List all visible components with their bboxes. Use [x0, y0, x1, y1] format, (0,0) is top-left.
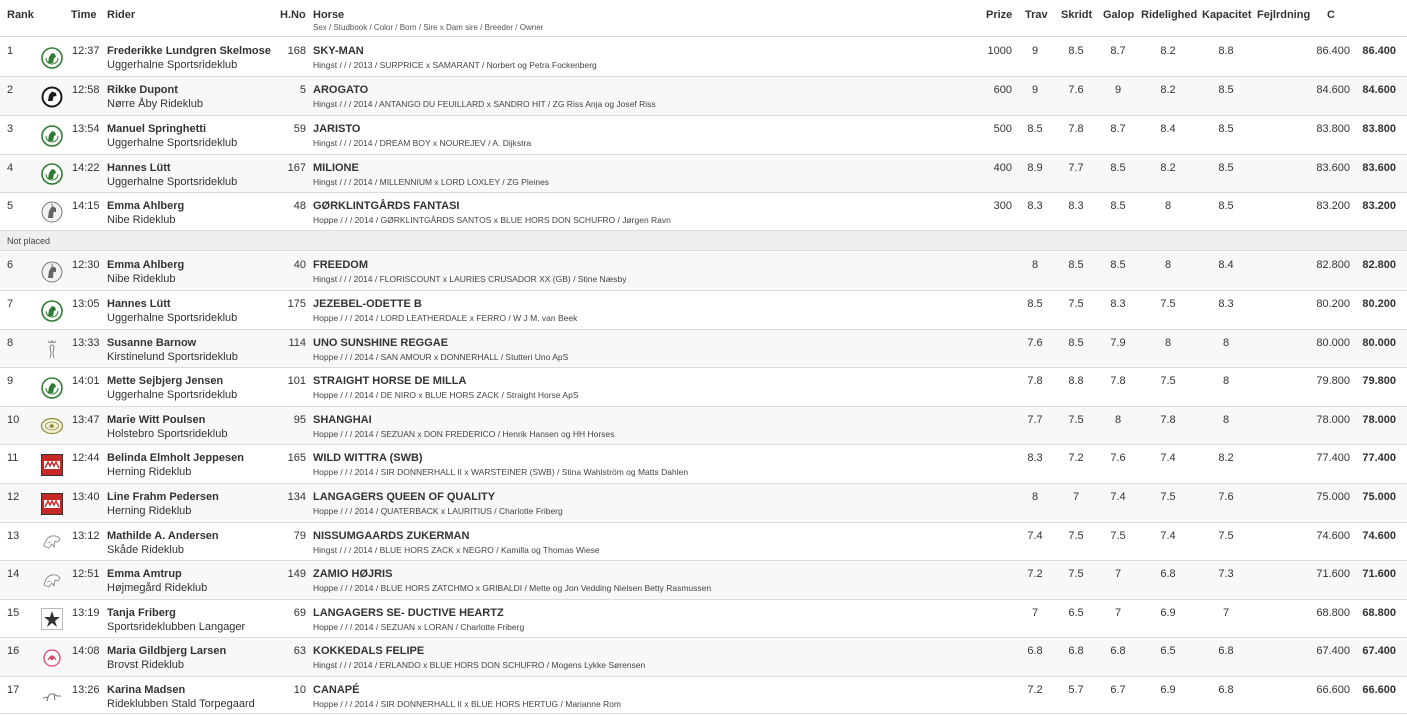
skridt-cell: 7.5 [1068, 530, 1084, 542]
ridelighed-cell: 7.5 [1160, 375, 1176, 387]
rank-cell: 10 [7, 414, 20, 426]
galop-cell: 8 [1114, 414, 1122, 426]
club-name[interactable]: Sportsrideklubben Langager [107, 621, 246, 633]
rank-cell: 12 [7, 491, 20, 503]
skridt-cell: 7.2 [1068, 452, 1084, 464]
rider-name[interactable]: Emma Ahlberg [107, 259, 185, 271]
trav-cell: 7.2 [1027, 568, 1043, 580]
kapacitet-cell: 8.5 [1218, 162, 1234, 174]
hno-cell: 134 [287, 491, 306, 503]
kapacitet-cell: 6.8 [1218, 645, 1234, 657]
score-cell: 80.200 [1316, 298, 1350, 310]
c-cell: 83.800 [1362, 123, 1396, 135]
galop-cell: 8.5 [1110, 259, 1126, 271]
header-c[interactable]: C [1327, 9, 1335, 21]
table-row[interactable] [0, 638, 1407, 677]
line-horse-icon [40, 684, 64, 708]
horse-name[interactable]: STRAIGHT HORSE DE MILLA [313, 375, 467, 387]
hno-cell: 114 [288, 337, 306, 349]
galop-cell: 7.8 [1110, 375, 1126, 387]
horse-name[interactable]: JEZEBEL-ODETTE B [313, 298, 422, 310]
horse-name[interactable]: LANGAGERS QUEEN OF QUALITY [313, 491, 496, 503]
crown-icon [40, 337, 64, 361]
header-hno[interactable]: H.No [280, 9, 306, 21]
horse-name[interactable]: NISSUMGAARDS ZUKERMAN [313, 530, 470, 542]
horse-info: Hoppe / / / 2014 / LORD LEATHERDALE x FERRO / W J M. van Beek [313, 313, 578, 323]
trav-cell: 8.5 [1027, 123, 1043, 135]
club-name[interactable]: Holstebro Sportsrideklub [107, 428, 228, 440]
horse-name[interactable]: SHANGHAI [313, 414, 372, 426]
horse-name[interactable]: SKY-MAN [313, 45, 364, 57]
c-cell: 86.400 [1362, 45, 1396, 57]
hno-cell: 59 [293, 123, 306, 135]
table-row[interactable] [0, 407, 1407, 445]
rank-cell: 14 [7, 568, 20, 580]
kapacitet-cell: 8 [1222, 337, 1230, 349]
skridt-cell: 8.5 [1068, 259, 1084, 271]
rider-name[interactable]: Manuel Springhetti [107, 123, 206, 135]
rank-cell: 1 [7, 45, 14, 57]
horse-info: Hingst / / / 2014 / ANTANGO DU FEUILLARD x SANDRO HIT / ZG Riss Anja og Josef Riss [313, 99, 656, 109]
horse-name[interactable]: MILIONE [313, 162, 359, 174]
score-cell: 67.400 [1316, 645, 1350, 657]
horse-name[interactable]: WILD WITTRA (SWB) [313, 452, 423, 464]
kapacitet-cell: 8.5 [1218, 200, 1234, 212]
table-row[interactable] [0, 330, 1407, 368]
time-cell: 12:44 [72, 452, 100, 464]
hno-cell: 63 [293, 645, 306, 657]
grey-horse-icon [40, 260, 64, 284]
table-row[interactable] [0, 677, 1407, 714]
galop-cell: 7.4 [1110, 491, 1126, 503]
trav-cell: 7.7 [1027, 414, 1043, 426]
skridt-cell: 8.3 [1068, 200, 1084, 212]
horse-info: Hoppe / / / 2014 / SIR DONNERHALL II x BLUE HORS HERTUG / Marianne Rom [313, 699, 621, 709]
score-cell: 75.000 [1316, 491, 1350, 503]
table-row[interactable] [0, 77, 1407, 116]
header-prize[interactable]: Prize [986, 9, 1013, 21]
c-cell: 68.800 [1362, 607, 1396, 619]
c-cell: 84.600 [1362, 84, 1396, 96]
hno-cell: 95 [293, 414, 306, 426]
rider-name[interactable]: Hannes Lütt [107, 298, 171, 310]
rider-name[interactable]: Susanne Barnow [107, 337, 197, 349]
skridt-cell: 7.5 [1068, 298, 1084, 310]
prize-cell: 600 [993, 84, 1012, 96]
pink-icon [40, 646, 64, 670]
horse-info: Hingst / / / 2014 / DREAM BOY x NOUREJEV / A. Dijkstra [313, 138, 532, 148]
not-placed-section [0, 231, 1407, 251]
club-name[interactable]: Herning Rideklub [107, 505, 192, 517]
horse-name[interactable]: CANAPÉ [313, 684, 360, 696]
horse-name[interactable]: JARISTO [313, 123, 361, 135]
score-cell: 66.600 [1316, 684, 1350, 696]
rank-cell: 16 [7, 645, 20, 657]
hno-cell: 5 [299, 84, 306, 96]
header-galop[interactable]: Galop [1103, 9, 1135, 21]
horse-name[interactable]: LANGAGERS SE- DUCTIVE HEARTZ [313, 607, 504, 619]
skridt-cell: 8.8 [1068, 375, 1084, 387]
ridelighed-cell: 7.5 [1160, 298, 1176, 310]
score-cell: 83.800 [1316, 123, 1350, 135]
table-row[interactable] [0, 193, 1407, 231]
skridt-cell: 6.8 [1068, 645, 1084, 657]
c-cell: 78.000 [1362, 414, 1396, 426]
galop-cell: 7 [1114, 607, 1122, 619]
rider-name[interactable]: Mathilde A. Andersen [107, 530, 219, 542]
galop-cell: 7.5 [1110, 530, 1126, 542]
galop-cell: 8.5 [1110, 162, 1126, 174]
time-cell: 12:37 [72, 45, 100, 57]
trav-cell: 7.4 [1027, 530, 1043, 542]
kapacitet-cell: 8.3 [1218, 298, 1234, 310]
time-cell: 13:26 [72, 684, 100, 696]
club-name[interactable]: Herning Rideklub [107, 466, 192, 478]
black-horse-icon [40, 85, 64, 109]
c-cell: 75.000 [1362, 491, 1396, 503]
grey-horse-icon [40, 200, 64, 224]
kapacitet-cell: 7.3 [1218, 568, 1234, 580]
ridelighed-cell: 7.5 [1160, 491, 1176, 503]
prize-cell: 1000 [987, 45, 1012, 57]
prize-cell: 500 [993, 123, 1012, 135]
time-cell: 14:22 [72, 162, 100, 174]
time-cell: 13:40 [72, 491, 100, 503]
horse-name[interactable]: FREEDOM [313, 259, 368, 271]
table-row[interactable] [0, 291, 1407, 330]
ridelighed-cell: 8 [1164, 259, 1172, 271]
red-club-icon [40, 492, 64, 516]
rank-cell: 5 [7, 200, 14, 212]
score-cell: 74.600 [1316, 530, 1350, 542]
trav-cell: 8 [1031, 491, 1039, 503]
horse-info: Hingst / / / 2014 / FLORISCOUNT x LAURIES CRUSADOR XX (GB) / Stine Næsby [313, 274, 627, 284]
kapacitet-cell: 7.6 [1218, 491, 1234, 503]
horse-name[interactable]: UNO SUNSHINE REGGAE [313, 337, 449, 349]
time-cell: 13:19 [72, 607, 100, 619]
ridelighed-cell: 6.9 [1160, 607, 1176, 619]
c-cell: 79.800 [1362, 375, 1396, 387]
score-cell: 77.400 [1316, 452, 1350, 464]
score-cell: 68.800 [1316, 607, 1350, 619]
score-cell: 82.800 [1316, 259, 1350, 271]
star-icon [40, 607, 64, 631]
galop-cell: 9 [1114, 84, 1122, 96]
trav-cell: 7.8 [1027, 375, 1043, 387]
table-row[interactable] [0, 252, 1407, 291]
header-trav[interactable]: Trav [1025, 9, 1048, 21]
rank-cell: 3 [7, 123, 14, 135]
hno-cell: 167 [287, 162, 306, 174]
kapacitet-cell: 8.8 [1218, 45, 1234, 57]
time-cell: 13:05 [72, 298, 100, 310]
trav-cell: 7 [1031, 607, 1039, 619]
c-cell: 71.600 [1362, 568, 1396, 580]
horse-info: Hoppe / / / 2014 / SAN AMOUR x DONNERHALL / Stutteri Uno ApS [313, 352, 569, 362]
rider-name[interactable]: Tanja Friberg [107, 607, 176, 619]
time-cell: 14:15 [72, 200, 100, 212]
ridelighed-cell: 8 [1164, 337, 1172, 349]
header-ridelighed[interactable]: Ridelighed [1141, 9, 1198, 21]
hno-cell: 79 [293, 530, 306, 542]
green-horse-icon [40, 46, 64, 70]
ridelighed-cell: 6.8 [1160, 568, 1176, 580]
header-kapacitet[interactable]: Kapacitet [1202, 9, 1252, 21]
rider-name[interactable]: Rikke Dupont [107, 84, 178, 96]
kapacitet-cell: 8.4 [1218, 259, 1234, 271]
galop-cell: 6.8 [1110, 645, 1126, 657]
trav-cell: 7.6 [1027, 337, 1043, 349]
galop-cell: 7.6 [1110, 452, 1126, 464]
kapacitet-cell: 8 [1222, 414, 1230, 426]
ridelighed-cell: 8.2 [1160, 84, 1176, 96]
trav-cell: 8 [1031, 259, 1039, 271]
header-time[interactable]: Time [71, 9, 97, 21]
club-name[interactable]: Nibe Rideklub [107, 273, 176, 285]
galop-cell: 7 [1114, 568, 1122, 580]
skridt-cell: 7.6 [1068, 84, 1084, 96]
skridt-cell: 8.5 [1068, 45, 1084, 57]
trav-cell: 8.9 [1027, 162, 1043, 174]
score-cell: 84.600 [1316, 84, 1350, 96]
header-rank[interactable]: Rank [7, 9, 34, 21]
horse-name[interactable]: ZAMIO HØJRIS [313, 568, 393, 580]
green-horse-icon [40, 376, 64, 400]
score-cell: 83.200 [1316, 200, 1350, 212]
club-name[interactable]: Højmegård Rideklub [107, 582, 208, 594]
horse-info: Hoppe / / / 2014 / SIR DONNERHALL II x WARSTEINER (SWB) / Stina Wahlström og Matts Dahlen [313, 467, 689, 477]
skridt-cell: 7.8 [1068, 123, 1084, 135]
horse-info: Hoppe / / / 2014 / SEZUAN x DON FREDERICO / Henrik Hansen og HH Horses [313, 429, 615, 439]
hno-cell: 175 [287, 298, 306, 310]
rider-name[interactable]: Line Frahm Pedersen [107, 491, 219, 503]
score-cell: 86.400 [1316, 45, 1350, 57]
time-cell: 14:01 [72, 375, 100, 387]
time-cell: 12:58 [72, 84, 100, 96]
c-cell: 83.200 [1362, 200, 1396, 212]
galop-cell: 8.5 [1110, 200, 1126, 212]
c-cell: 74.600 [1362, 530, 1396, 542]
not-placed-label: Not placed [7, 236, 51, 246]
hno-cell: 168 [287, 45, 306, 57]
hno-cell: 101 [287, 375, 306, 387]
rider-name[interactable]: Hannes Lütt [107, 162, 171, 174]
ridelighed-cell: 8.2 [1160, 162, 1176, 174]
rider-name[interactable]: Frederikke Lundgren Skelmose [107, 45, 271, 57]
club-name[interactable]: Rideklubben Stald Torpegaard [107, 698, 255, 710]
rank-cell: 9 [7, 375, 14, 387]
header-rider[interactable]: Rider [107, 9, 136, 21]
c-cell: 80.200 [1362, 298, 1396, 310]
kapacitet-cell: 8.2 [1218, 452, 1234, 464]
table-row[interactable] [0, 368, 1407, 407]
ridelighed-cell: 8.4 [1160, 123, 1176, 135]
trav-cell: 8.3 [1027, 452, 1043, 464]
hno-cell: 69 [293, 607, 306, 619]
trav-cell: 8.5 [1027, 298, 1043, 310]
club-name[interactable]: Nørre Åby Rideklub [107, 98, 203, 110]
rank-cell: 2 [7, 84, 14, 96]
time-cell: 13:12 [72, 530, 100, 542]
time-cell: 13:33 [72, 337, 100, 349]
skridt-cell: 8.5 [1068, 337, 1084, 349]
hno-cell: 48 [293, 200, 306, 212]
prize-cell: 300 [993, 200, 1012, 212]
red-club-icon [40, 453, 64, 477]
sketch-horse-icon [40, 530, 64, 554]
rider-name[interactable]: Karina Madsen [107, 684, 186, 696]
header-fejlrdning[interactable]: Fejlrdning [1257, 9, 1311, 21]
club-name[interactable]: Uggerhalne Sportsrideklub [107, 312, 238, 324]
oval-icon [40, 414, 64, 438]
horse-info: Hoppe / / / 2014 / GØRKLINTGÅRDS SANTOS x BLUE HORS DON SCHUFRO / Jørgen Ravn [313, 215, 671, 225]
table-row[interactable] [0, 484, 1407, 523]
horse-info: Hingst / / / 2014 / MILLENNIUM x LORD LOXLEY / ZG Pleines [313, 177, 550, 187]
club-name[interactable]: Brovst Rideklub [107, 659, 185, 671]
horse-info: Hoppe / / / 2014 / BLUE HORS ZATCHMO x GRIBALDI / Mette og Jon Vedding Nielsen Betty Rasmussen [313, 583, 712, 593]
rider-name[interactable]: Mette Sejbjerg Jensen [107, 375, 224, 387]
time-cell: 13:54 [72, 123, 100, 135]
club-name[interactable]: Uggerhalne Sportsrideklub [107, 59, 238, 71]
ridelighed-cell: 7.8 [1160, 414, 1176, 426]
kapacitet-cell: 7 [1222, 607, 1230, 619]
score-cell: 80.000 [1316, 337, 1350, 349]
c-cell: 80.000 [1362, 337, 1396, 349]
score-cell: 78.000 [1316, 414, 1350, 426]
horse-info: Hingst / / / 2014 / ERLANDO x BLUE HORS DON SCHUFRO / Mogens Lykke Sørensen [313, 660, 646, 670]
ridelighed-cell: 6.5 [1160, 645, 1176, 657]
skridt-cell: 7.7 [1068, 162, 1084, 174]
club-name[interactable]: Uggerhalne Sportsrideklub [107, 137, 238, 149]
kapacitet-cell: 8.5 [1218, 123, 1234, 135]
ridelighed-cell: 6.9 [1160, 684, 1176, 696]
hno-cell: 149 [287, 568, 306, 580]
club-name[interactable]: Uggerhalne Sportsrideklub [107, 176, 238, 188]
green-horse-icon [40, 299, 64, 323]
table-row[interactable] [0, 116, 1407, 155]
table-row[interactable] [0, 38, 1407, 77]
time-cell: 13:47 [72, 414, 100, 426]
green-horse-icon [40, 162, 64, 186]
galop-cell: 8.7 [1110, 123, 1126, 135]
hno-cell: 40 [293, 259, 306, 271]
skridt-cell: 6.5 [1068, 607, 1084, 619]
rank-cell: 4 [7, 162, 14, 174]
kapacitet-cell: 7.5 [1218, 530, 1234, 542]
table-row[interactable] [0, 523, 1407, 561]
header-skridt[interactable]: Skridt [1061, 9, 1093, 21]
hno-cell: 165 [287, 452, 306, 464]
club-name[interactable]: Nibe Rideklub [107, 214, 176, 226]
rank-cell: 13 [7, 530, 20, 542]
trav-cell: 8.3 [1027, 200, 1043, 212]
table-row[interactable] [0, 155, 1407, 193]
galop-cell: 8.7 [1110, 45, 1126, 57]
table-row[interactable] [0, 600, 1407, 638]
score-cell: 83.600 [1316, 162, 1350, 174]
ridelighed-cell: 8.2 [1160, 45, 1176, 57]
header-horse-sub: Sex / Studbook / Color / Born / Sire x Dam sire / Breeder / Owner [313, 23, 544, 32]
trav-cell: 9 [1031, 84, 1039, 96]
ridelighed-cell: 8 [1164, 200, 1172, 212]
sketch-horse-icon [40, 569, 64, 593]
rank-cell: 17 [7, 684, 20, 696]
c-cell: 66.600 [1362, 684, 1396, 696]
rider-name[interactable]: Emma Amtrup [107, 568, 182, 580]
time-cell: 12:30 [72, 259, 100, 271]
kapacitet-cell: 6.8 [1218, 684, 1234, 696]
horse-name[interactable]: GØRKLINTGÅRDS FANTASI [313, 200, 460, 212]
kapacitet-cell: 8.5 [1218, 84, 1234, 96]
c-cell: 82.800 [1362, 259, 1396, 271]
galop-cell: 6.7 [1110, 684, 1126, 696]
header-horse[interactable]: Horse [313, 9, 345, 21]
rank-cell: 6 [7, 259, 14, 271]
ridelighed-cell: 7.4 [1160, 530, 1176, 542]
club-name[interactable]: Uggerhalne Sportsrideklub [107, 389, 238, 401]
rider-name[interactable]: Maria Gildbjerg Larsen [107, 645, 227, 657]
score-cell: 71.600 [1316, 568, 1350, 580]
score-cell: 79.800 [1316, 375, 1350, 387]
galop-cell: 7.9 [1110, 337, 1126, 349]
time-cell: 14:08 [72, 645, 100, 657]
rank-cell: 15 [7, 607, 20, 619]
rider-name[interactable]: Belinda Elmholt Jeppesen [107, 452, 244, 464]
horse-name[interactable]: KOKKEDALS FELIPE [313, 645, 425, 657]
table-header [0, 0, 1407, 37]
club-name[interactable]: Kirstinelund Sportsrideklub [107, 351, 238, 363]
table-row[interactable] [0, 445, 1407, 484]
club-name[interactable]: Skåde Rideklub [107, 544, 185, 556]
trav-cell: 6.8 [1027, 645, 1043, 657]
horse-name[interactable]: AROGATO [313, 84, 369, 96]
horse-info: Hoppe / / / 2014 / QUATERBACK x LAURITIUS / Charlotte Friberg [313, 506, 563, 516]
skridt-cell: 7.5 [1068, 414, 1084, 426]
table-row[interactable] [0, 561, 1407, 600]
rank-cell: 7 [7, 298, 14, 310]
skridt-cell: 7.5 [1068, 568, 1084, 580]
skridt-cell: 5.7 [1068, 684, 1084, 696]
ridelighed-cell: 7.4 [1160, 452, 1176, 464]
rank-cell: 11 [7, 452, 19, 464]
horse-info: Hingst / / / 2013 / SURPRICE x SAMARANT / Norbert og Petra Fockenberg [313, 60, 597, 70]
trav-cell: 7.2 [1027, 684, 1043, 696]
c-cell: 83.600 [1362, 162, 1396, 174]
prize-cell: 400 [993, 162, 1012, 174]
horse-info: Hingst / / / 2014 / BLUE HORS ZACK x NEGRO / Kamilla og Thomas Wiese [313, 545, 600, 555]
c-cell: 77.400 [1362, 452, 1396, 464]
horse-info: Hoppe / / / 2014 / DE NIRO x BLUE HORS ZACK / Straight Horse ApS [313, 390, 579, 400]
time-cell: 12:51 [72, 568, 100, 580]
rider-name[interactable]: Emma Ahlberg [107, 200, 185, 212]
rider-name[interactable]: Marie Witt Poulsen [107, 414, 206, 426]
kapacitet-cell: 8 [1222, 375, 1230, 387]
galop-cell: 8.3 [1110, 298, 1126, 310]
hno-cell: 10 [293, 684, 306, 696]
horse-info: Hoppe / / / 2014 / SEZUAN x LORAN / Charlotte Friberg [313, 622, 525, 632]
green-horse-icon [40, 124, 64, 148]
rank-cell: 8 [7, 337, 14, 349]
trav-cell: 9 [1031, 45, 1039, 57]
c-cell: 67.400 [1362, 645, 1396, 657]
skridt-cell: 7 [1072, 491, 1080, 503]
